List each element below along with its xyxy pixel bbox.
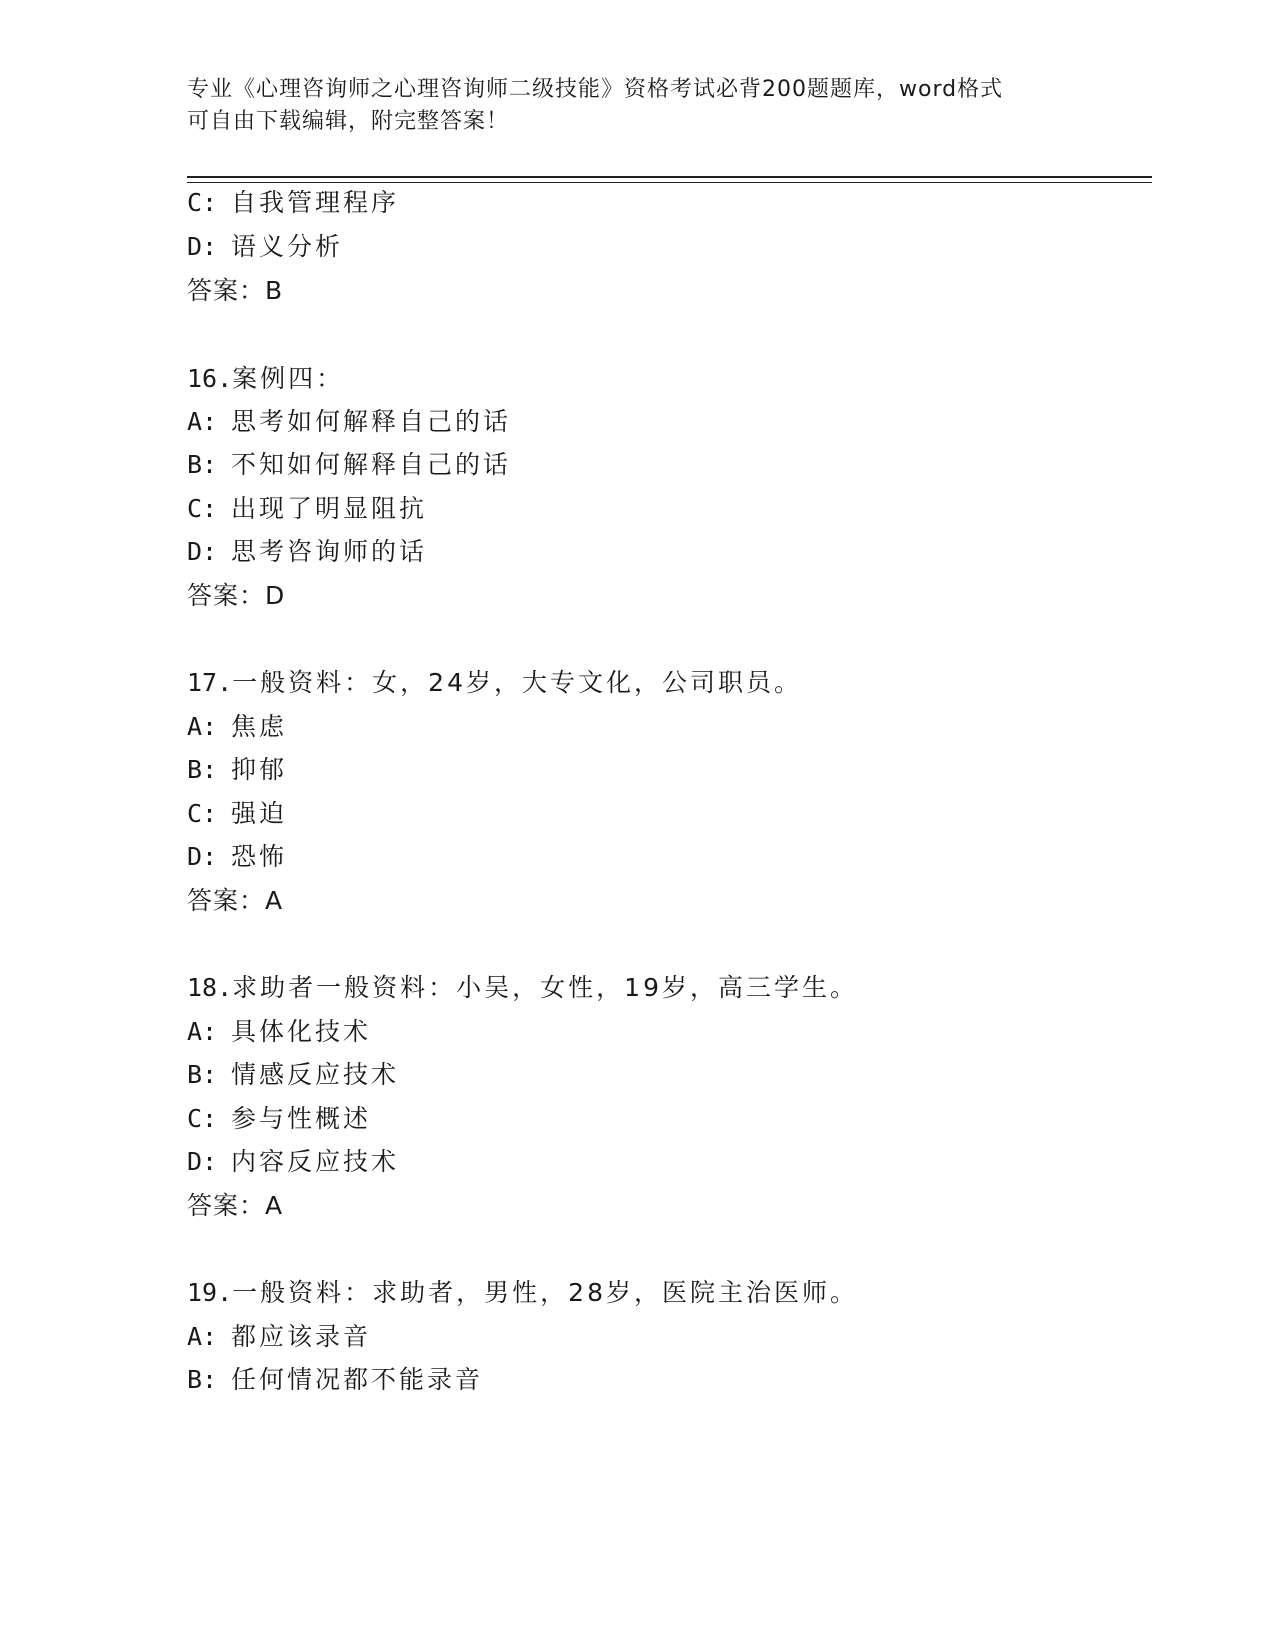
option-text: 思考如何解释自己的话 xyxy=(231,407,512,436)
option-text: 具体化技术 xyxy=(231,1017,372,1046)
option-text: 思考咨询师的话 xyxy=(231,537,428,566)
option-text: 任何情况都不能录音 xyxy=(231,1365,484,1394)
option-label: C: xyxy=(187,1104,218,1133)
option-label: D: xyxy=(187,232,218,261)
option-label: B: xyxy=(187,1060,218,1089)
option-line xyxy=(187,755,287,785)
option-label: D: xyxy=(187,537,218,566)
document-header xyxy=(187,74,1087,138)
option-line xyxy=(187,1322,371,1352)
option-text: 抑郁 xyxy=(231,755,288,784)
option-line xyxy=(187,1060,399,1090)
option-label: A: xyxy=(187,1017,218,1046)
option-label: A: xyxy=(187,1322,218,1351)
option-line xyxy=(187,1017,371,1047)
option-text: 都应该录音 xyxy=(231,1322,372,1351)
answer-text: 答案：A xyxy=(187,886,284,915)
option-line xyxy=(187,450,511,480)
option-line xyxy=(187,1365,483,1395)
question-number: 16. xyxy=(187,364,233,393)
question-line xyxy=(187,1278,858,1308)
option-label: B: xyxy=(187,450,218,479)
option-text: 情感反应技术 xyxy=(231,1060,400,1089)
question-line xyxy=(187,668,802,698)
answer-text: 答案：A xyxy=(187,1191,284,1220)
header-rule-thick xyxy=(187,176,1152,178)
option-label: A: xyxy=(187,712,218,741)
option-label: D: xyxy=(187,842,218,871)
option-text: 恐怖 xyxy=(231,842,288,871)
option-text: 强迫 xyxy=(231,799,288,828)
question-text: 一般资料：求助者，男性，28岁，医院主治医师。 xyxy=(232,1278,858,1307)
option-label: C: xyxy=(187,188,218,217)
option-text: 自我管理程序 xyxy=(231,188,400,217)
option-text: 不知如何解释自己的话 xyxy=(231,450,512,479)
option-label: B: xyxy=(187,755,218,784)
option-line xyxy=(187,1104,371,1134)
question-text: 一般资料：女，24岁，大专文化，公司职员。 xyxy=(232,668,802,697)
question-number: 19. xyxy=(187,1278,233,1307)
option-line xyxy=(187,712,287,742)
header-line-1: 专业《心理咨询师之心理咨询师二级技能》资格考试必背200题题库，word格式 xyxy=(187,77,1004,102)
option-line xyxy=(187,842,287,872)
option-line xyxy=(187,232,343,262)
answer-line xyxy=(187,886,283,916)
question-line xyxy=(187,364,344,394)
header-line-2: 可自由下载编辑，附完整答案！ xyxy=(187,109,510,134)
option-text: 出现了明显阻抗 xyxy=(231,494,428,523)
option-line xyxy=(187,537,427,567)
option-label: A: xyxy=(187,407,218,436)
option-label: B: xyxy=(187,1365,218,1394)
option-line xyxy=(187,188,399,218)
option-text: 焦虑 xyxy=(231,712,288,741)
answer-line xyxy=(187,581,285,611)
option-text: 语义分析 xyxy=(231,232,344,261)
option-line xyxy=(187,494,427,524)
answer-text: 答案：B xyxy=(187,276,284,305)
answer-line xyxy=(187,1191,283,1221)
option-label: C: xyxy=(187,494,218,523)
answer-text: 答案：D xyxy=(187,581,286,610)
answer-line xyxy=(187,276,283,306)
option-label: D: xyxy=(187,1147,218,1176)
option-label: C: xyxy=(187,799,218,828)
option-line xyxy=(187,1147,399,1177)
option-text: 内容反应技术 xyxy=(231,1147,400,1176)
question-text: 求助者一般资料：小吴，女性，19岁，高三学生。 xyxy=(232,973,858,1002)
question-text: 案例四： xyxy=(232,364,345,393)
option-line xyxy=(187,799,287,829)
option-text: 参与性概述 xyxy=(231,1104,372,1133)
question-number: 18. xyxy=(187,973,233,1002)
option-line xyxy=(187,407,511,437)
header-rule-thin xyxy=(187,182,1152,183)
question-line xyxy=(187,973,858,1003)
question-number: 17. xyxy=(187,668,233,697)
